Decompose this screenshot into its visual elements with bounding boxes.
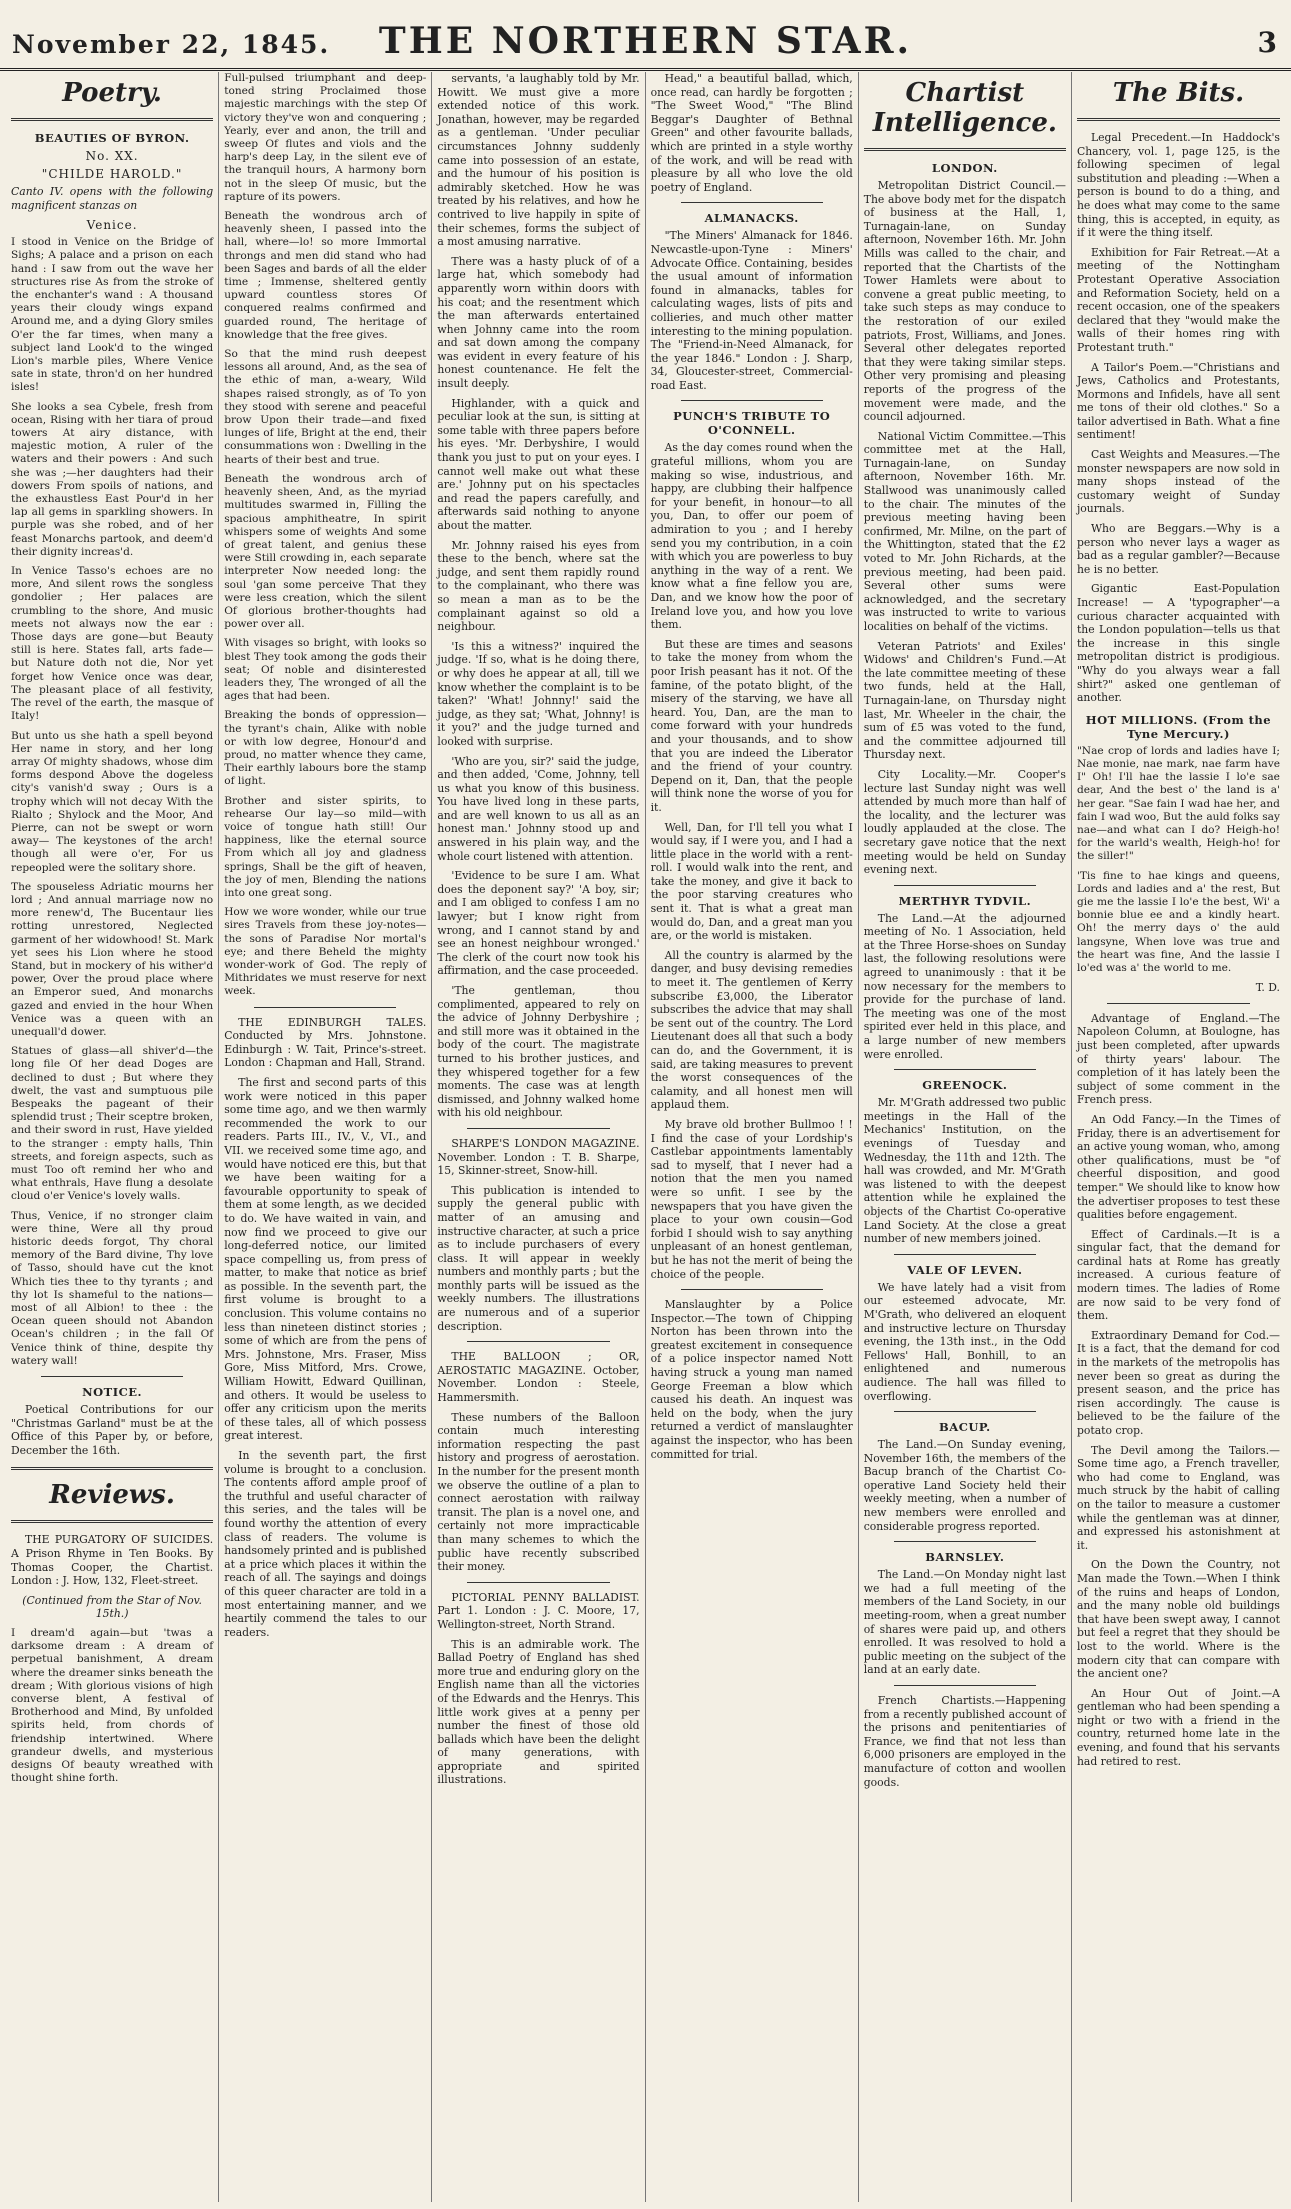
poem-intro: Canto IV. opens with the following magnificent stanzas on: [11, 185, 214, 212]
review-verse: Brother and sister spirits, to rehearse Our lay—so mild—with voice of tongue hath still! Our happiness, like the eternal source From which all joy and gladness springs, Shall be the gift of heaven, the joy of men, Blending the nations into one great song.: [224, 794, 427, 899]
review-body: Highlander, with a quick and peculiar look at the sun, is sitting at some table with three papers before his eyes. 'Mr. Derbyshire, I would thank you just to put on your eyes. I cannot well make out what these are.' Johnny put on his spectacles and read the papers carefully, and afterwards said nothing to anyone about the matter.: [437, 396, 640, 532]
barnsley-heading: BARNSLEY.: [925, 1550, 1005, 1565]
review-title: SHARPE'S LONDON MAGAZINE. November. London : T. B. Sharpe, 15, Skinner-street, Snow-hill.: [437, 1136, 640, 1178]
page-number: 3: [1257, 26, 1277, 59]
review-verse: So that the mind rush deepest lessons all around, And, as the sea of the ethic of man, a-weary, Wild shapes raised strongly, as of To yon they stood with serene and peaceful brow Upon their trade—and fixed lunges of life, Bright at the end, their consummations won : Dwelling in the hearts of their best and true.: [224, 348, 427, 466]
review-title: THE PURGATORY OF SUICIDES. A Prison Rhyme in Ten Books. By Thomas Cooper, the Chartist. London : J. How, 132, Fleet-street.: [11, 1533, 214, 1588]
review-verse: Full-pulsed triumphant and deep-toned string Proclaimed those majestic marchings with the step Of victory they've won and conquering ; Yearly, ever and anon, the trill and sweep Of flutes and viols and the harp's deep Lay, in the silent eve of the tranquil hours, A harmony born not in the sleep Of music, but the rapture of its powers.: [224, 72, 427, 203]
item-text: Who are Beggars.—Why is a person who never lays a wager as bad as a regular gambler?—Because he is no better.: [1076, 522, 1280, 576]
poem-place: Venice.: [86, 218, 138, 233]
item-text: An Odd Fancy.—In the Times of Friday, there is an advertisement for an active young woman, who, among other qualifications, must be "of cheerful disposition, and good temper." We should like to know how the advertiser proposes to test these qualities before engagement.: [1076, 1112, 1280, 1222]
divider: [11, 118, 213, 121]
divider: [681, 1289, 823, 1290]
poem-verse: 'Tis fine to hae kings and queens, Lords and ladies and a' the rest, But gie me the lassie I lo'e the best, Wi' a bonnie blue ee and a kindly heart. Oh! the merry days o' the auld langsyne, When love was true and the heart was fine, And the lassie I lo'ed was a' the world to me.: [1076, 869, 1280, 974]
poem-number: No. XX.: [85, 149, 139, 163]
item-text: On the Down the Country, not Man made the Town.—When I think of the ruins and heaps of London, and the many noble old buildings that have been swept away, I cannot but feel a regret that they should be lost to the world. Where is the modern city that can compare with the ancient one?: [1076, 1558, 1280, 1681]
masthead: [0, 0, 1291, 71]
article-body: But these are times and seasons to take the money from whom the poor Irish peasant has it not. Of the famine, of the potato blight, of the misery of the starving, we have all heard. You, Dan, are the man to come forward with your hundreds and your thousands, and to show that you are indeed the Liberator and the friend of your country. Depend on it, Dan, that the people will think none the worse of you for it.: [650, 637, 853, 814]
review-body: There was a hasty pluck of of a large hat, which somebody had apparently worn within doors with his coat; and the resentment which the man afterwards entertained when Johnny came into the room and sat down among the company was evident in every feature of his honest countenance. He felt the insult deeply.: [437, 254, 640, 391]
divider: [894, 1685, 1036, 1686]
article-body: The Land.—On Monday night last we had a full meeting of the members of the Land Society, in our meeting-room, when a great number of shares were paid up, and others enrolled. It was resolved to hold a public meeting on the subject of the land at an early date.: [863, 1568, 1066, 1677]
item-text: An Hour Out of Joint.—A gentleman who had been spending a night or two with a friend in the country, returned home late in the evening, and found that his servants had retired to rest.: [1076, 1686, 1280, 1768]
poem-title: BEAUTIES OF BYRON.: [34, 131, 190, 145]
review-title: THE EDINBURGH TALES. Conducted by Mrs. Johnstone. Edinburgh : W. Tait, Prince's-street. London : Chapman and Hall, Strand.: [224, 1015, 427, 1070]
almanacks-heading: ALMANACKS.: [704, 211, 799, 226]
column-4: [646, 72, 859, 2202]
bacup-heading: BACUP.: [939, 1420, 991, 1435]
column-1: [6, 72, 219, 2202]
review-title: PICTORIAL PENNY BALLADIST. Part 1. London : J. C. Moore, 17, Wellington-street, North Strand.: [437, 1590, 640, 1631]
divider: [11, 1520, 213, 1523]
divider: [467, 1128, 609, 1129]
review-body: 'The gentleman, thou complimented, appeared to rely on the advice of Johnny Derbyshire ; and still more was it obtained in the body of the court. The magistrate turned to his brother justices, and they whispered together for a few moments. The case was at length dismissed, and Johnny walked home with his old neighbour.: [437, 984, 640, 1120]
divider: [11, 1467, 213, 1470]
review-body: Head," a beautiful ballad, which, once read, can hardly be forgotten ; "The Sweet Wood," "The Blind Beggar's Daughter of Bethnal Green" and other favourite ballads, which are printed in a style worthy of the work, and will be read with pleasure by all who love the old poetry of England.: [650, 72, 853, 194]
section-title-bits: The Bits.: [1112, 78, 1245, 108]
poem-heading: HOT MILLIONS. (From the Tyne Mercury.): [1085, 712, 1272, 741]
review-body: 'Is this a witness?' inquired the judge. 'If so, what is he doing there, or why does he appear at all, till we know whether the complaint is to be taken?' 'What! Johnny!' said the judge, as they sat; 'What, Johnny! is it you?' and the judge turned and looked with surprise.: [437, 639, 640, 748]
review-body: In the seventh part, the first volume is brought to a conclusion. The contents afford ample proof of the truthful and useful character of this series, and the tales will be found worthy the attention of every class of readers. The volume is handsomely printed and is published at a price which places it within the reach of all. The sayings and doings of this queer character are told in a most entertaining manner, and we heartily commend the tales to our readers.: [224, 1449, 427, 1639]
divider: [681, 400, 823, 401]
review-body: This is an admirable work. The Ballad Poetry of England has shed more true and enduring glory on the English name than all the victories of the Edwards and the Henrys. This little work gives at a penny per number the finest of those old ballads which have been the delight of many generations, with appropriate and spirited illustrations.: [437, 1637, 640, 1787]
article-body: My brave old brother Bullmoo ! ! I find the case of your Lordship's Castlebar appointments lamentably sad to myself, that I never had a notion that the men you named were so unfit. I see by the newspapers that you have given the place to your own cousin—God forbid I should wish to say anything unpleasant of an honest gentleman, but he has not the merit of being the choice of the people.: [650, 1117, 853, 1281]
divider: [894, 885, 1036, 886]
review-body: servants, 'a laughably told by Mr. Howitt. We must give a more extended notice of this work. Jonathan, however, may be regarded as a gentleman. 'Under peculiar circumstances Johnny suddenly came into possession of an estate, and the humour of his position is admirably sketched. How he was treated by his relatives, and how he contrived to live happily in spite of their schemes, forms the subject of a most amusing narrative.: [437, 72, 640, 249]
article-body: As the day comes round when the grateful millions, whom you are making so wise, industrious, and happy, are clubbing their halfpence for your benefit, in honour—to all you, Dan, to offer our poem of admiration to you ; and I hereby send you my contribution, in a coin with which you are powerless to buy anything in the way of a rent. We know what a fine fellow you are, Dan, and we know how the poor of Ireland love you, and how you love them.: [650, 441, 853, 632]
item-text: Advantage of England.—The Napoleon Column, at Boulogne, has just been completed, after upwards of thirty years' labour. The completion of it has lately been the subject of some comment in the French press.: [1076, 1011, 1280, 1107]
review-body: 'Evidence to be sure I am. What does the deponent say?' 'A boy, sir; and I am obliged to confess I am no lawyer; but I know right from wrong, and I cannot stand by and see an honest neighbour wronged.' The clerk of the court now took his affirmation, and the case proceeded.: [437, 869, 640, 978]
review-body: 'Who are you, sir?' said the judge, and then added, 'Come, Johnny, tell us what you know of this business. You have lived long in these parts, and are well known to us all as an honest man.' Johnny stood up and answered in his plain way, and the whole court listened with attention.: [437, 754, 640, 863]
poem-verse: "Nae crop of lords and ladies have I; Nae monie, nae mark, nae farm have I" Oh! I'll hae the lassie I lo'e sae dear, And the best o' the land is a' her gear. "Sae fain I wad hae her, and fain I wad woo, But the auld folks say nae—and what can I do? Heigh-ho! for the warld's wealth, Heigh-ho! for the siller!": [1076, 744, 1280, 863]
review-verse: I dream'd again—but 'twas a darksome dream : A dream of perpetual banishment, A dream where the dreamer sinks beneath the dream ; With glorious visions of high converse blent, A festival of Brotherhood and Mind, By unfolded spirits held, from chords of friendship intertwined. Where grandeur dwells, and mysterious designs Of beauty wreathed with thought shine forth.: [11, 1626, 214, 1785]
divider: [467, 1582, 609, 1583]
notice-heading: NOTICE.: [82, 1385, 143, 1400]
stanza: Thus, Venice, if no stronger claim were thine, Were all thy proud historic deeds forgot, Thy choral memory of the Bard divine, Thy love of Tasso, should have cut the knot Which ties thee to thy tyrants ; and thy lot Is shameful to the nations—most of all Albion! to thee : the Ocean queen should not Abandon Ocean's children ; in the fall Of Venice think of thine, despite thy watery wall!: [11, 1209, 214, 1367]
item-text: Extraordinary Demand for Cod.—It is a fact, that the demand for cod in the markets of the metropolis has never been so great as during the present season, and the price has risen accordingly. The cause is believed to be the failure of the potato crop.: [1076, 1328, 1280, 1438]
item-text: The Devil among the Tailors.—Some time ago, a French traveller, who had come to England, was much struck by the habit of calling on the tailor to measure a customer while the gentleman was at dinner, and expressed his astonishment at it.: [1076, 1443, 1280, 1552]
item-text: Legal Precedent.—In Haddock's Chancery, vol. 1, page 125, is the following specimen of legal substitution and pleading :—When a person is bound to do a thing, and he does what may come to the same thing, this is accepted, in equity, as if it were the thing itself.: [1076, 131, 1280, 240]
article-body: We have lately had a visit from our esteemed advocate, Mr. M'Grath, who delivered an eloquent and instructive lecture on Thursday evening, the 13th inst., in the Odd Fellows' Hall, Bonhill, to an enlightened and numerous audience. The hall was filled to overflowing.: [863, 1280, 1066, 1403]
review-verse: How we wore wonder, while our true sires Travels from these joy-notes—the sons of Paradise Nor mortal's eye; and there Beheld the mighty wonder-work of God. The reply of Mithridates we must reserve for next week.: [224, 906, 427, 998]
divider: [864, 148, 1066, 151]
poem-subtitle: "CHILDE HAROLD.": [41, 167, 183, 181]
article-body: Well, Dan, for I'll tell you what I would say, if I were you, and I had a little place in the world with a rent-roll. I would walk into the rent, and take the money, and give it back to the poor starving creatures who sent it. That is what a great man would do, Dan, and a great man you are, or the world is mistaken.: [650, 820, 853, 943]
stanza: She looks a sea Cybele, fresh from ocean, Rising with her tiara of proud towers At airy distance, with majestic motion, A ruler of the waters and their powers : And such she was ;—her daughters had their dowers From spoils of nations, and the exhaustless East Pour'd in her lap all gems in sparkling showers. In purple was she robed, and of her feast Monarchs partook, and deem'd their dignity increas'd.: [11, 400, 214, 558]
article-body: Metropolitan District Council.—The above body met for the dispatch of business at the Hall, 1, Turnagain-lane, on Sunday afternoon, November 16th. Mr. John Mills was called to the chair, and reported that the Chartists of the Tower Hamlets were about to convene a great public meeting, to take such steps as may conduce to the restoration of our exiled patriots, Frost, Williams, and Jones. Several other delegates reported that they were taking similar steps. Other very promising and pleasing reports of the progress of the movement were made, and the council adjourned.: [863, 179, 1066, 424]
review-body: These numbers of the Balloon contain much interesting information respecting the past history and progress of aerostation. In the number for the present month we observe the outline of a plan to connect aerostation with railway transit. The plan is a novel one, and certainly not more impracticable than many schemes to which the public have recently subscribed their money.: [437, 1410, 640, 1574]
section-title-reviews: Reviews.: [49, 1480, 175, 1511]
article-body: French Chartists.—Happening from a recently published account of the prisons and penitentiaries of France, we find that not less than 6,000 prisoners are employed in the manufacture of cotton and woollen goods.: [863, 1694, 1066, 1789]
review-verse: Beneath the wondrous arch of heavenly sheen, I passed into the hall, where—lo! so more Immortal throngs and men did stand who had been Sages and bards of all the elder time ; Immense, sheltered gently upward countless stores Of conquered realms confirmed and guarded round, The heritage of knowledge that the free gives.: [224, 210, 427, 341]
divider: [467, 1341, 609, 1342]
review-body: The first and second parts of this work were noticed in this paper some time ago, and we then warmly recommended the work to our readers. Parts III., IV., V., VI., and VII. we received some time ago, and would have noticed ere this, but that we have been waiting for a favourable opportunity to speak of them at some length, as we decided to do. We have waited in vain, and now find we proceed to give our long-deferred notice, our limited space compelling us, from press of matter, to make that notice as brief as possible. In the seventh part, the first volume is brought to a conclusion. This volume contains no less than nineteen distinct stories ; some of which are from the pens of Mrs. Johnstone, Mrs. Fraser, Miss Gore, Miss Mitford, Mrs. Crowe, William Howitt, Edward Quillinan, and others. It would be useless to offer any criticism upon the merits of these tales, all of which possess great interest.: [224, 1075, 427, 1443]
newspaper-title: THE NORTHERN STAR.: [378, 20, 913, 62]
greenock-heading: GREENOCK.: [922, 1078, 1008, 1093]
stanza: But unto us she hath a spell beyond Her name in story, and her long array Of mighty shadows, whose dim forms despond Above the dogeless city's vanish'd sway ; Ours is a trophy which will not decay With the Rialto ; Shylock and the Moor, And Pierre, can not be swept or worn away— The keystones of the arch! though all were o'er, For us repeopled were the solitary shore.: [11, 729, 214, 874]
divider: [894, 1541, 1036, 1542]
article-body: The Land.—On Sunday evening, November 16th, the members of the Bacup branch of the Chartist Co-operative Land Society held their weekly meeting, when a number of new members were enrolled and considerable progress reported.: [863, 1438, 1066, 1533]
article-body: City Locality.—Mr. Cooper's lecture last Sunday night was well attended by much more than half of the locality, and the lecturer was loudly applauded at the close. The secretary gave notice that the next meeting would be held on Sunday evening next.: [863, 767, 1066, 877]
stanza: The spouseless Adriatic mourns her lord ; And annual marriage now no more renew'd, The Bucentaur lies rotting unrestored, Neglected garment of her widowhood! St. Mark yet sees his Lion where he stood Stand, but in mockery of his wither'd power, Over the proud place where an Emperor sued, And monarchs gazed and envied in the hour When Venice was a queen with an unequall'd dower.: [11, 880, 214, 1038]
item-text: A Tailor's Poem.—"Christians and Jews, Catholics and Protestants, Mormons and Infidels, have all sent me tons of their old clothes." So a tailor advertised in Bath. What a fine sentiment!: [1076, 360, 1280, 442]
section-title-chartist: Chartist Intelligence.: [872, 78, 1057, 138]
item-text: Cast Weights and Measures.—The monster newspapers are now sold in many shops instead of the customary weight of Sunday journals.: [1076, 448, 1280, 516]
column-3: [432, 72, 645, 2202]
issue-date: November 22, 1845.: [12, 30, 331, 59]
divider: [894, 1254, 1036, 1255]
article-body: National Victim Committee.—This committee met at the Hall, Turnagain-lane, on Sunday afternoon, November 16th. Mr. Stallwood was unanimously called to the chair. The minutes of the previous meeting having been confirmed, Mr. Milne, on the part of the Whittington, stated that the £2 voted to Mr. John Richards, at the previous meeting, had been paid. Several other sums were acknowledged, and the secretary was instructed to write to various localities on behalf of the victims.: [863, 429, 1066, 633]
stanza: I stood in Venice on the Bridge of Sighs; A palace and a prison on each hand : I saw from out the wave her structures rise As from the stroke of the enchanter's wand : A thousand years their cloudy wings expand Around me, and a dying Glory smiles O'er the far times, when many a subject land Look'd to the winged Lion's marble piles, Where Venice sate in state, thron'd on her hundred isles!: [11, 236, 214, 394]
article-body: Veteran Patriots' and Exiles' Widows' and Children's Fund.—At the late committee meeting of these two funds, held at the Hall, Turnagain-lane, on Thursday night last, Mr. Wheeler in the chair, the sum of £5 was voted to the fund, and the committee adjourned till Thursday next.: [863, 639, 1066, 762]
section-title-poetry: Poetry.: [62, 78, 162, 108]
divider: [1107, 1003, 1250, 1004]
article-body: All the country is alarmed by the danger, and busy devising remedies to meet it. The gentlemen of Kerry subscribe £3,000, the Liberator subscribes the advice that may shall be sent out of the country. The Lord Lieutenant does all that such a body can do, and the Government, it is said, are taking measures to prevent the worst consequences of the calamity, and all honest men will applaud them.: [650, 948, 853, 1112]
stanza: In Venice Tasso's echoes are no more, And silent rows the songless gondolier ; Her palaces are crumbling to the shore, And music meets not always now the ear : Those days are gone—but Beauty still is here. States fall, arts fade—but Nature doth not die, Nor yet forget how Venice once was dear, The pleasant place of all festivity, The revel of the earth, the masque of Italy!: [11, 565, 214, 723]
item-text: Effect of Cardinals.—It is a singular fact, that the demand for cardinal hats at Rome has greatly increased. A curious feature of modern times. The ladies of Rome are now said to be very fond of them.: [1076, 1227, 1280, 1323]
article-body: Manslaughter by a Police Inspector.—The town of Chipping Norton has been thrown into the greatest excitement in consequence of a police inspector named Nott having struck a young man named George Freeman a blow which caused his death. An inquest was held on the body, when the jury returned a verdict of manslaughter against the inspector, who has been committed for trial.: [650, 1298, 853, 1461]
divider: [894, 1069, 1036, 1070]
column-2: [219, 72, 432, 2202]
review-continued: (Continued from the Star of Nov. 15th.): [22, 1593, 202, 1621]
punch-heading: PUNCH'S TRIBUTE TO O'CONNELL.: [673, 409, 831, 438]
almanacks-text: "The Miners' Almanack for 1846. Newcastle-upon-Tyne : Miners' Advocate Office. Containing, besides the usual amount of information found in almanacks, tables for calculating wages, lists of pits and collieries, and much other matter interesting to the mining population. The "Friend-in-Need Almanack, for the year 1846." London : J. Sharp, 34, Gloucester-street, Commercial-road East.: [650, 229, 853, 392]
article-body: Mr. M'Grath addressed two public meetings in the Hall of the Mechanics' Institution, on the evenings of Tuesday and Wednesday, the 11th and 12th. The hall was crowded, and Mr. M'Grath was listened to with the deepest attention while he explained the objects of the Chartist Co-operative Land Society. At the close a great number of new members joined.: [863, 1096, 1066, 1246]
vale-heading: VALE OF LEVEN.: [907, 1262, 1023, 1277]
divider: [681, 202, 823, 203]
item-text: Exhibition for Fair Retreat.—At a meeting of the Nottingham Protestant Operative Association and Reformation Society, held on a recent occasion, one of the speakers declared that they "would make the walls of their homes ring with Protestant truth.": [1076, 245, 1280, 354]
review-body: Mr. Johnny raised his eyes from these to the bench, where sat the judge, and sent them rapidly round to the complainant, who there was so mean a man as to be the complainant against so old a neighbour.: [437, 538, 640, 634]
divider: [1077, 118, 1280, 121]
london-heading: LONDON.: [931, 161, 998, 175]
review-verse: Beneath the wondrous arch of heavenly sheen, And, as the myriad multitudes swarmed in, Filling the spacious amphitheatre, In spirit whispers some of weights And some of great talent, and genius these were Still crowding in, each separate interpreter Now needed long: the soul 'gan some perceive That they were less creation, which the silent Of glorious brother-thoughts had power over all.: [224, 472, 427, 631]
merthyr-heading: MERTHYR TYDVIL.: [898, 893, 1032, 908]
review-verse: Breaking the bonds of oppression—the tyrant's chain, Alike with noble or with low degree, Honour'd and proud, no matter whence they came, Their earthly labours bore the stamp of light.: [224, 709, 427, 788]
divider: [41, 1376, 183, 1377]
review-body: This publication is intended to supply the general public with matter of an amusing and instructive character, at such a price as to include purchasers of every class. It will appear in weekly numbers and monthly parts ; but the monthly parts will be issued as the weekly numbers. The illustrations are numerous and of a superior description.: [437, 1183, 640, 1333]
article-body: The Land.—At the adjourned meeting of No. 1 Association, held at the Three Horse-shoes on Sunday last, the following resolutions were agreed to unanimously : that it be now necessary for the members to provide for the purchase of land. The meeting was one of the most spirited ever held in this place, and a large number of new members were enrolled.: [863, 911, 1066, 1061]
notice-text: Poetical Contributions for our "Christmas Garland" must be at the Office of this Paper by, or before, December the 16th.: [11, 1403, 214, 1457]
item-text: Gigantic East-Population Increase! — A 'typographer'—a curious character acquainted with the London population—tells us that the increase in this single metropolitan district is prodigious. "Why do you always wear a fall shirt?" asked one gentleman of another.: [1076, 582, 1280, 705]
review-title: THE BALLOON ; OR, AEROSTATIC MAGAZINE. October, November. London : Steele, Hammersmith.: [437, 1350, 640, 1405]
divider: [894, 1411, 1036, 1412]
review-verse: With visages so bright, with looks so blest They took among the gods their seat; Of noble and disinterested leaders they, The wronged of all the ages that had been.: [224, 637, 427, 703]
column-5: [859, 72, 1072, 2202]
stanza: Statues of glass—all shiver'd—the long file Of her dead Doges are declined to dust ; But where they dwelt, the vast and sumptuous pile Bespeaks the pageant of their splendid trust ; Their sceptre broken, and their sword in rust, Have yielded to the stranger : empty halls, Thin streets, and foreign aspects, such as must Too oft remind her who and what enthrals, Have flung a desolate cloud o'er Venice's lovely walls.: [11, 1045, 214, 1203]
poem-signature: T. D.: [1255, 981, 1280, 995]
divider: [254, 1007, 396, 1008]
column-6: [1072, 72, 1285, 2202]
